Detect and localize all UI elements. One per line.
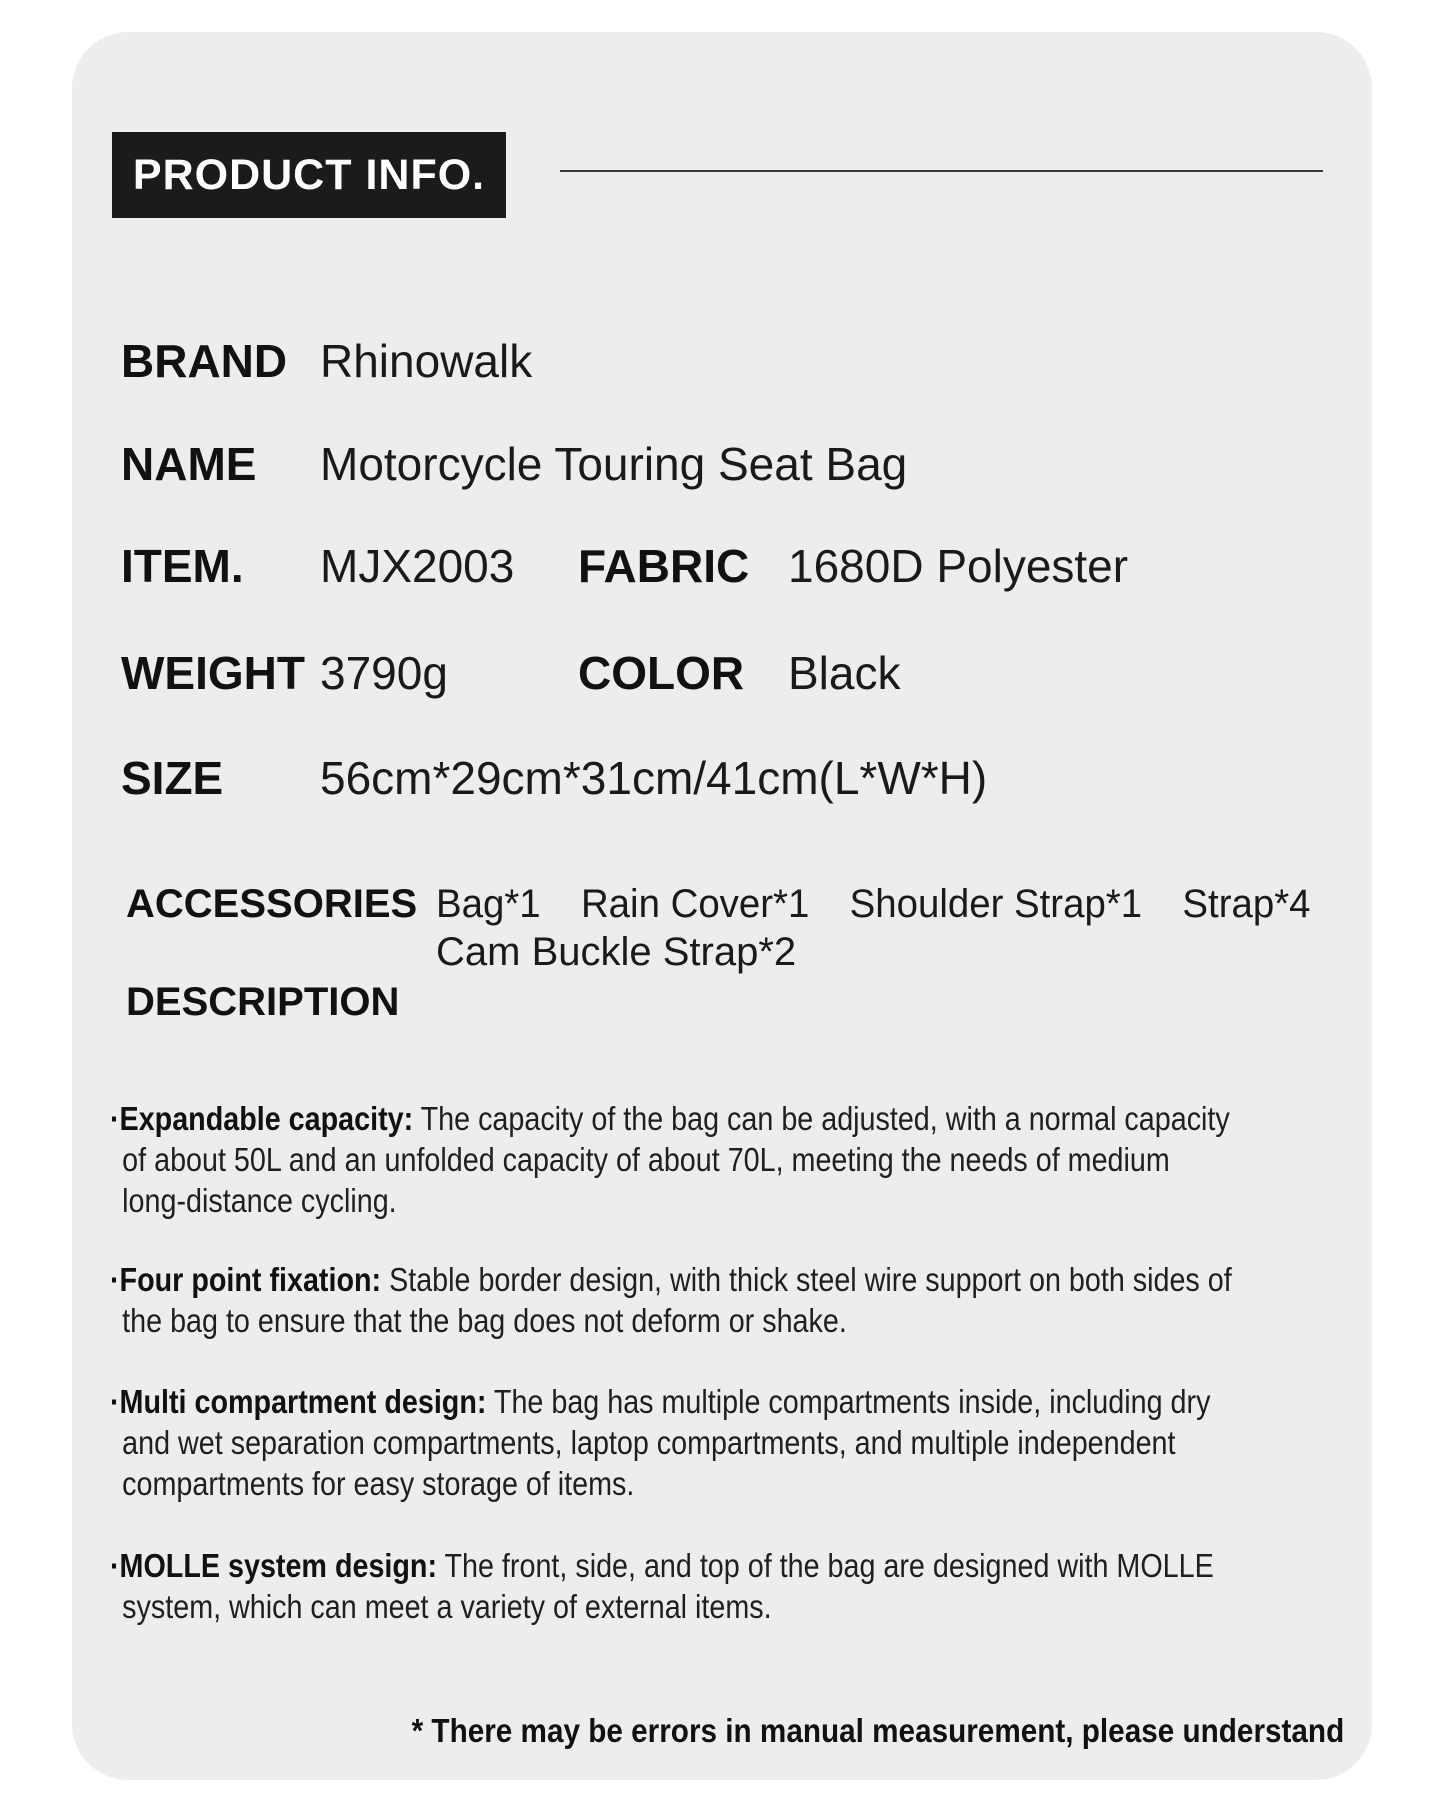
brand-label: BRAND [121, 335, 288, 387]
description-bullet-four-point-fixation [110, 1259, 1328, 1341]
bullet-text: The front, side, and top of the bag are designed with MOLLE [444, 1547, 1214, 1584]
color-label: COLOR [578, 647, 745, 699]
bullet-first-line [110, 1261, 1232, 1298]
description-bullet-expandable-capacity [110, 1098, 1328, 1221]
accessory-item: Rain Cover*1 [580, 882, 810, 926]
bullet-title: ·Multi compartment design: [110, 1383, 487, 1420]
bullet-text: system, which can meet a variety of external items. [122, 1588, 772, 1625]
weight-value: 3790g [320, 647, 448, 699]
bullet-first-line [110, 1100, 1230, 1137]
accessory-item: Bag*1 [436, 882, 541, 926]
header-divider-line [560, 170, 1323, 172]
weight-label: WEIGHT [121, 647, 305, 699]
color-value: Black [788, 647, 901, 699]
bullet-first-line [110, 1383, 1210, 1420]
brand-value: Rhinowalk [320, 335, 533, 387]
accessory-item: Cam Buckle Strap*2 [436, 930, 797, 974]
size-label: SIZE [121, 752, 224, 804]
bullet-text: of about 50L and an unfolded capacity of about 70L, meeting the needs of medium [122, 1141, 1170, 1178]
description-bullet-multi-compartment [110, 1381, 1328, 1504]
bullet-title: ·Four point fixation: [110, 1261, 382, 1298]
bullet-title: ·Expandable capacity: [110, 1100, 414, 1137]
bullet-text: long-distance cycling. [122, 1182, 397, 1219]
description-label: DESCRIPTION [126, 980, 400, 1024]
spec-row-size [72, 754, 1372, 802]
bullet-text: The bag has multiple compartments inside, including dry [493, 1383, 1211, 1420]
bullet-text: Stable border design, with thick steel wire support on both sides of [389, 1261, 1232, 1298]
item-value: MJX2003 [320, 540, 515, 592]
fabric-value: 1680D Polyester [788, 540, 1129, 592]
spec-row-weight-color [72, 649, 1372, 697]
bullet-text: The capacity of the bag can be adjusted, with a normal capacity [420, 1100, 1230, 1137]
accessory-item: Shoulder Strap*1 [849, 882, 1143, 926]
bullet-text: and wet separation compartments, laptop compartments, and multiple independent [122, 1424, 1176, 1461]
product-info-badge [112, 132, 506, 218]
bullet-first-line [110, 1547, 1214, 1584]
item-label: ITEM. [121, 540, 244, 592]
product-info-card [72, 32, 1372, 1780]
bullet-text: the bag to ensure that the bag does not deform or shake. [122, 1302, 847, 1339]
spec-row-brand [72, 337, 1372, 385]
name-value: Motorcycle Touring Seat Bag [320, 438, 908, 490]
bullet-title: ·MOLLE system design: [110, 1547, 438, 1584]
size-value: 56cm*29cm*31cm/41cm(L*W*H) [320, 752, 988, 804]
fabric-label: FABRIC [578, 540, 750, 592]
product-info-badge-label: PRODUCT INFO. [132, 150, 486, 199]
description-bullet-molle-system [110, 1545, 1328, 1627]
spec-row-name [72, 440, 1372, 488]
accessories-label: ACCESSORIES [126, 882, 418, 926]
bullet-text: compartments for easy storage of items. [122, 1465, 635, 1502]
accessories-list [436, 882, 1311, 926]
measurement-disclaimer: * There may be errors in manual measurement, please understand [411, 1712, 1344, 1749]
accessory-item: Strap*4 [1182, 882, 1311, 926]
name-label: NAME [121, 438, 257, 490]
spec-row-item-fabric [72, 542, 1372, 590]
